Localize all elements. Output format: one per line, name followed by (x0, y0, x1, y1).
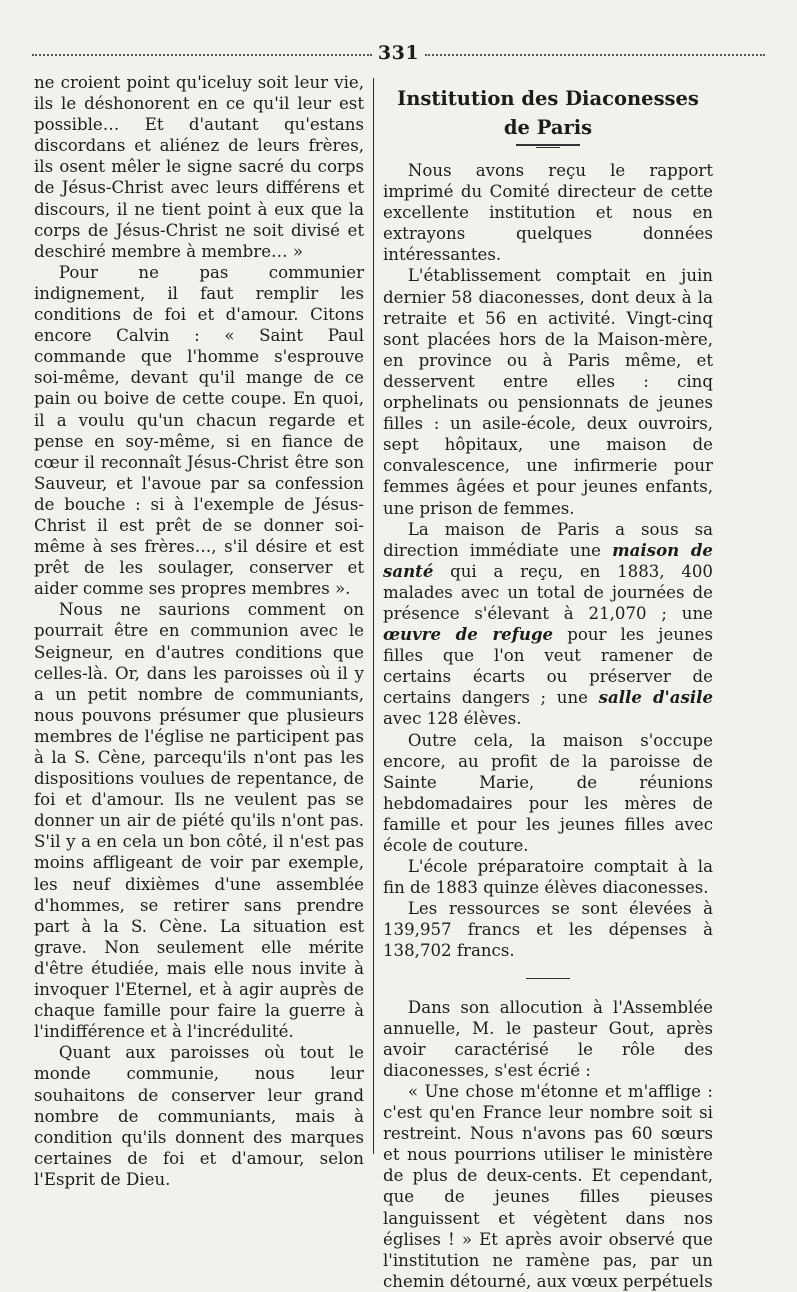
text-run: avec 128 élèves. (383, 709, 522, 729)
paragraph: Pour ne pas communier indignement, il faut remplir les conditions de foi et d'amour. Citons encore Calvin : « Saint Paul commande que l'homme s'esprouve soi-même, devant qu'il mange de ce pain ou boive de cette coupe. En quoi, il a voulu qu'un chacun regarde et pense en soy-même, si en fiance de cœur il reconnaît Jésus-Christ être son Sauveur, et l'avoue par sa confession de bouche : si à l'exemple de Jésus-Christ il est prêt de se donner soi-même à ses frères…, s'il désire et est prêt de les soulager, conserver et aider comme ses propres membres ». (34, 262, 364, 599)
text-run: La maison de Paris a sous sa direction immédiate une (383, 519, 713, 560)
paragraph: L'école préparatoire comptait à la fin de 1883 quinze élèves diaconesses. (383, 857, 713, 898)
paragraph: L'établissement comptait en juin dernier 58 diaconesses, dont deux à la retraite et 56 en activité. Vingt-cinq sont placées hors de la Maison-mère, en province ou à Paris même, et desservent entre elles : cinq orphelinats ou pensionnats de jeunes filles : un asile-école, deux ouvroirs, sept hôpitaux, une maison de convalescence, une infirmerie pour femmes âgées et pour jeunes enfants, une prison de femmes. (383, 266, 713, 518)
paragraph: Nous ne saurions comment on pourrait être en communion avec le Seigneur, en d'autres conditions que celles-là. Or, dans les paroisses où il y a un petit nombre de communiants, nous pouvons présumer que plusieurs membres de l'église ne participent pas à la S. Cène, parcequ'ils n'ont pas les dispositions voulues de repentance, de foi et d'amour. Ils ne veulent pas se donner un air de piété qu'ils n'ont pas. S'il y a en cela un bon côté, il n'est pas moins affligeant de voir par exemple, les neuf dixièmes d'une assemblée d'hommes, se retirer sans prendre part à la S. Cène. La situation est grave. Non seulement elle mérite d'être étudiée, mais elle nous invite à invoquer l'Eternel, et à agir auprès de chaque famille pour faire la guerre à l'indifférence et à l'incrédulité. (34, 600, 364, 1042)
italic-term: maison de santé (383, 539, 713, 581)
right-column (383, 72, 714, 1291)
section-separator (526, 978, 570, 979)
article-title-line: de Paris (503, 116, 593, 139)
article-title (383, 84, 713, 142)
article-title-line: Institution des Diaconesses (397, 87, 699, 110)
paragraph: ne croient point qu'iceluy soit leur vie, ils le déshonorent en ce qu'il leur est possible… Et d'autant qu'estans discordans et aliénez de leurs frères, ils osent mêler le signe sacré du corps de Jésus-Christ avec leurs différens et discours, il ne tient point à eux que la corps de Jésus-Christ ne soit divisé et deschiré membre à membre… » (34, 73, 364, 261)
text-run: pour les jeunes filles que l'on veut ramener de certains écarts ou préserver de certains dangers ; une (383, 625, 713, 708)
column-divider (373, 78, 374, 1154)
paragraph (383, 519, 713, 730)
page-header (32, 38, 765, 68)
paragraph: Nous avons reçu le rapport imprimé du Comité directeur de cette excellente institution et nous en extrayons quelques données intéressantes. (383, 161, 713, 265)
paragraph: Quant aux paroisses où tout le monde communie, nous leur souhaitons de conserver leur grand nombre de communiants, mais à condition qu'ils donnent des marques certaines de foi et d'amour, selon l'Esprit de Dieu. (34, 1043, 364, 1189)
italic-term: salle d'asile (598, 687, 714, 708)
paragraph: Dans son allocution à l'Assemblée annuelle, M. le pasteur Gout, après avoir caractérisé le rôle des diaconesses, s'est écrié : (383, 997, 713, 1080)
italic-term: œuvre de refuge (383, 624, 554, 645)
title-flourish (516, 144, 580, 150)
page-number: 331 (377, 42, 420, 64)
left-column (34, 72, 364, 1189)
paragraph: Outre cela, la maison s'occupe encore, au profit de la paroisse de Sainte Marie, de réunions hebdomadaires pour les mères de famille et pour les jeunes filles avec école de couture. (383, 730, 713, 855)
text-run: qui a reçu, en 1883, 400 malades avec un total de journées de présence s'élevant à 21,070 ; une (383, 561, 713, 623)
paragraph: « Une chose m'étonne et m'afflige : c'est qu'en France leur nombre soit si restreint. Nous n'avons pas 60 sœurs et nous pourrions utiliser le ministère de plus de deux-cents. Et cependant, que de jeunes filles pieuses languissent et végètent dans nos églises ! » Et après avoir observé que l'institution ne ramène pas, par un chemin détourné, aux vœux perpétuels (383, 1081, 713, 1291)
paragraph: Les ressources se sont élevées à 139,957 francs et les dépenses à 138,702 francs. (383, 899, 713, 961)
